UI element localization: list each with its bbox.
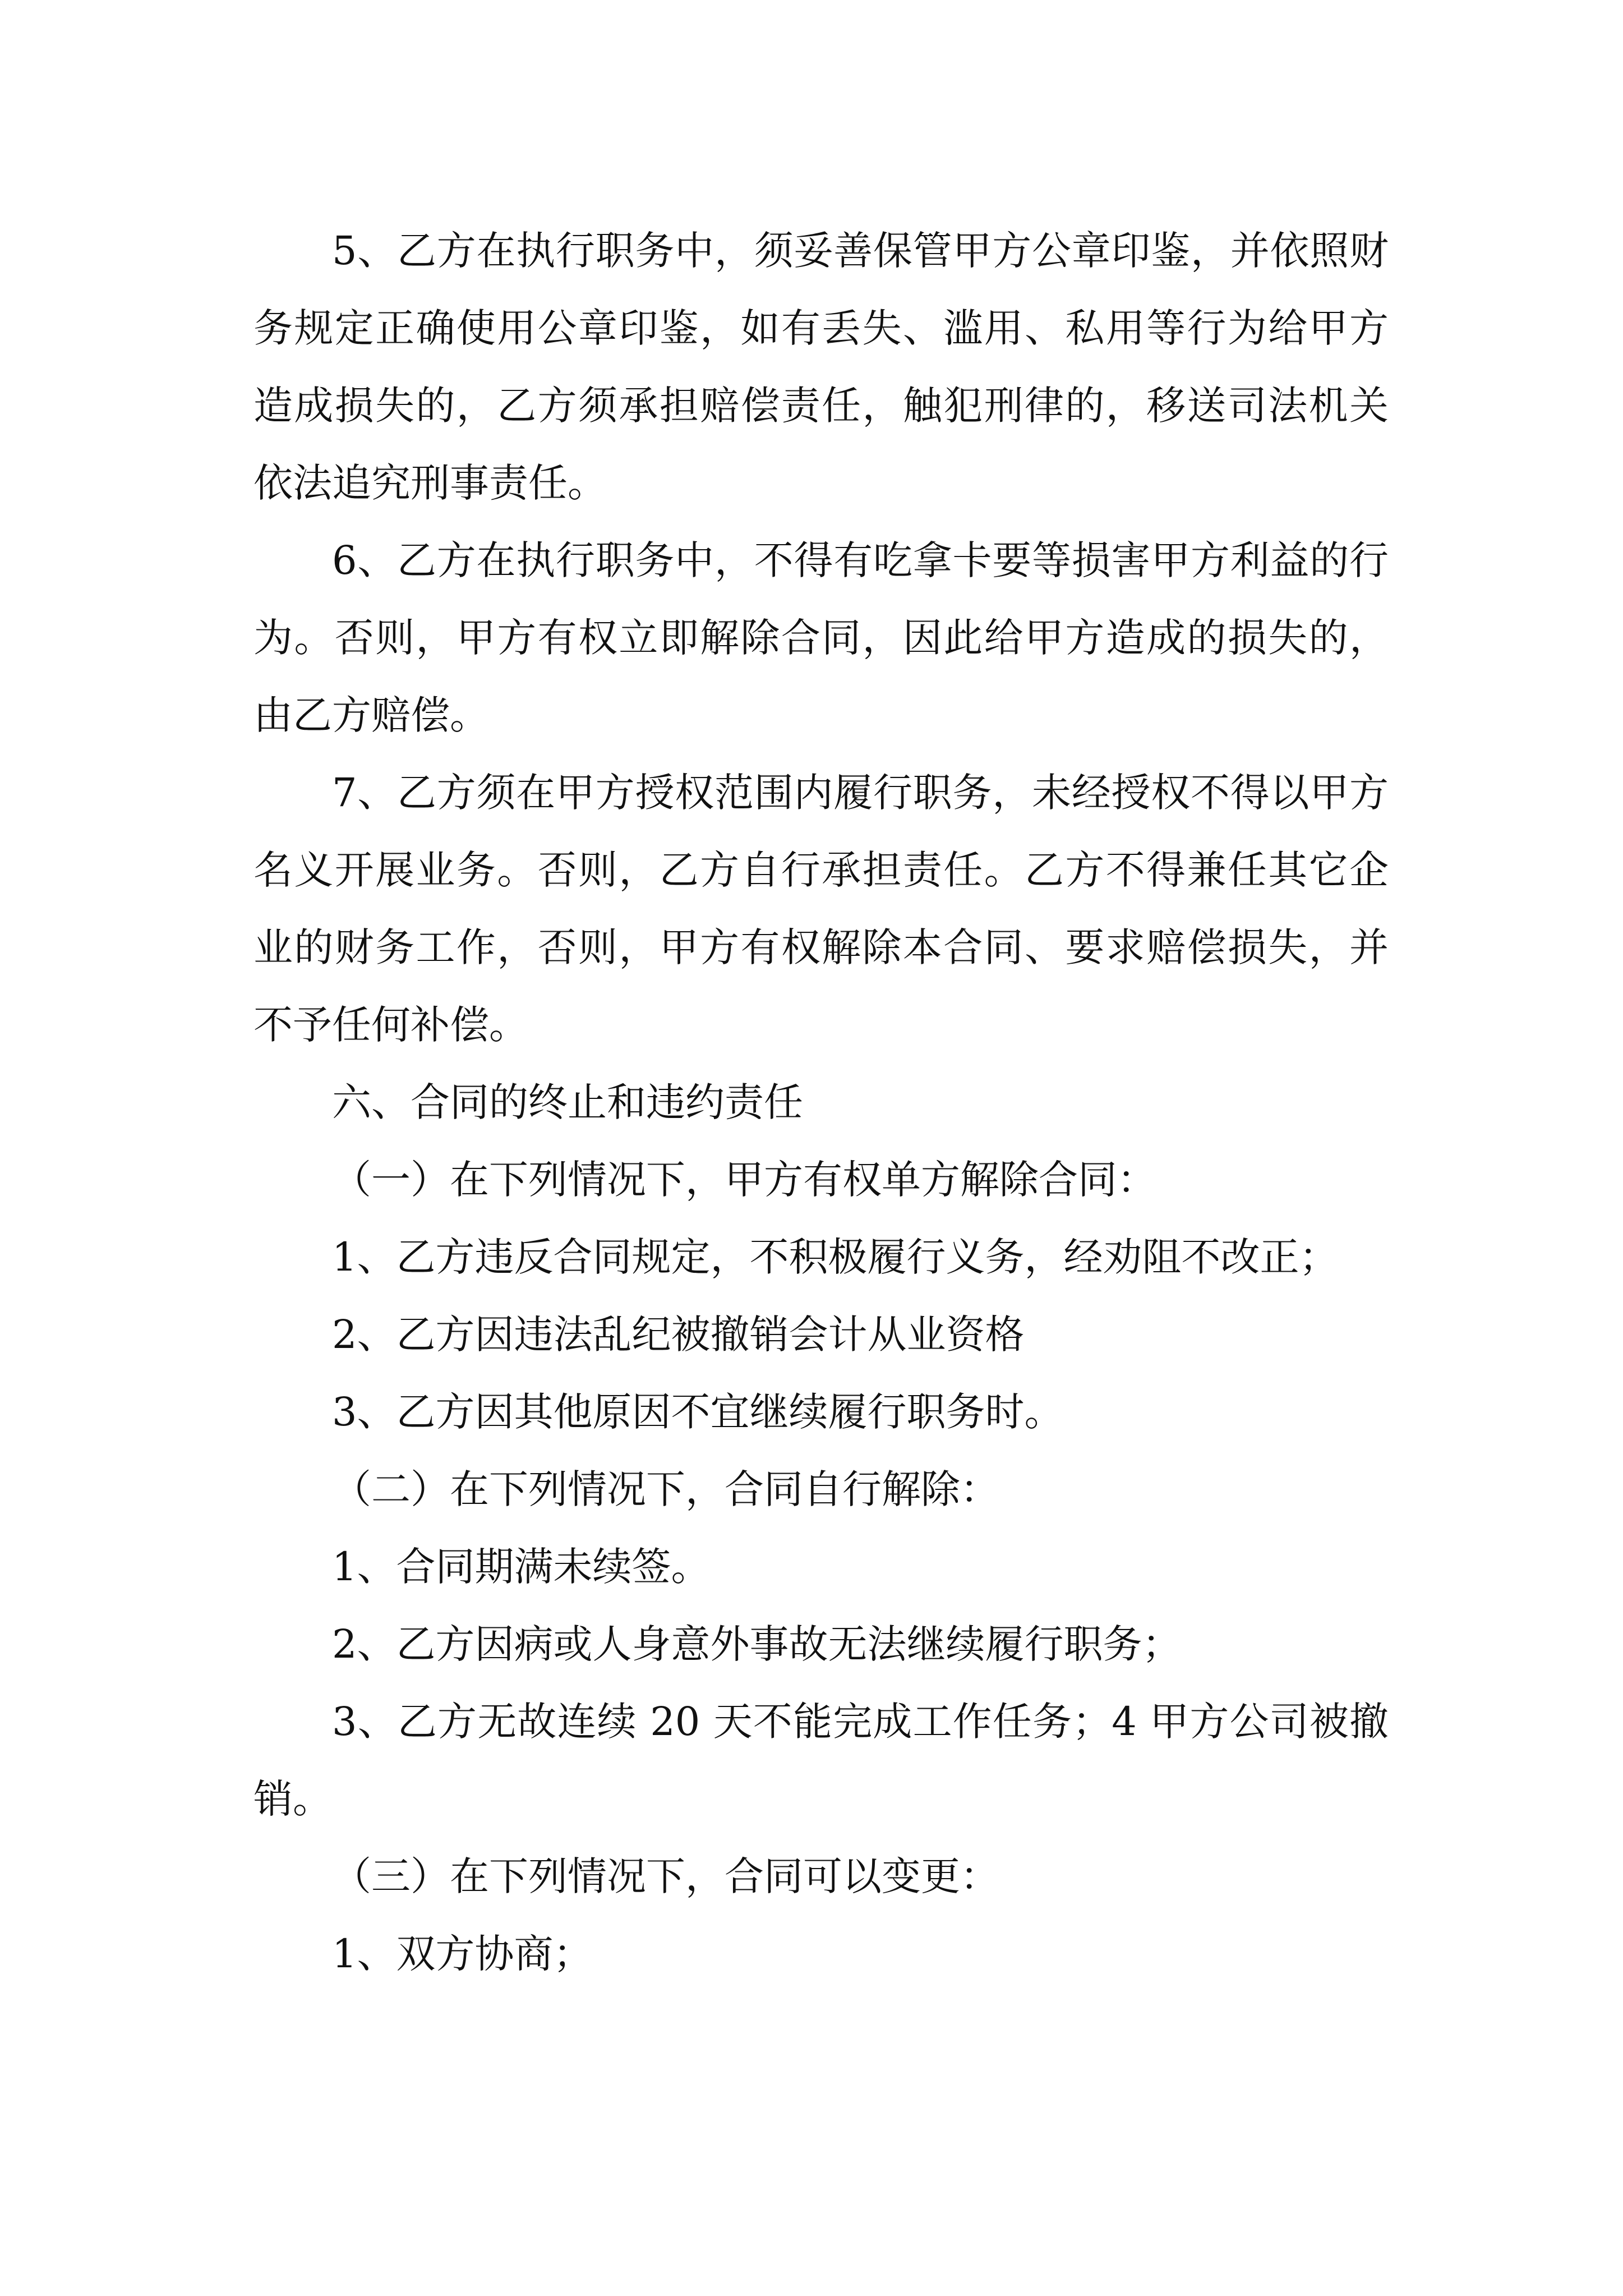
termination-item-1: 1、乙方违反合同规定，不积极履行义务，经劝阻不改正；	[332, 1234, 1339, 1280]
clause-6: 6、乙方在执行职务中，不得有吃拿卡要等损害甲方利益的行为。否则，甲方有权立即解除合同，因此给甲方造成的损失的，由乙方赔偿。	[253, 537, 1389, 738]
clause-5: 5、乙方在执行职务中，须妥善保管甲方公章印鉴，并依照财务规定正确使用公章印鉴，如有丢失、滥用、私用等行为给甲方造成损失的，乙方须承担赔偿责任，触犯刑律的，移送司法机关依法追究刑事责任。	[253, 228, 1389, 506]
change-item-1: 1、双方协商；	[332, 1931, 593, 1977]
section-heading-termination: 六、合同的终止和违约责任	[332, 1079, 803, 1125]
auto-termination-item-3: 3、乙方无故连续 20 天不能完成工作任务；4 甲方公司被撤销。	[253, 1699, 1389, 1822]
subsection-unilateral-termination: （一）在下列情况下，甲方有权单方解除合同：	[332, 1157, 1156, 1203]
termination-item-3: 3、乙方因其他原因不宜继续履行职务时。	[332, 1389, 1064, 1435]
auto-termination-item-2: 2、乙方因病或人身意外事故无法继续履行职务；	[332, 1621, 1182, 1667]
subsection-contract-change: （三）在下列情况下，合同可以变更：	[332, 1853, 999, 1899]
document-body	[253, 212, 1389, 1993]
auto-termination-item-1: 1、合同期满未续签。	[332, 1544, 711, 1590]
subsection-automatic-termination: （二）在下列情况下，合同自行解除：	[332, 1466, 999, 1512]
termination-item-2: 2、乙方因违法乱纪被撤销会计从业资格	[332, 1312, 1025, 1358]
clause-7: 7、乙方须在甲方授权范围内履行职务，未经授权不得以甲方名义开展业务。否则，乙方自行承担责任。乙方不得兼任其它企业的财务工作，否则，甲方有权解除本合同、要求赔偿损失，并不予任何补偿。	[253, 770, 1389, 1048]
